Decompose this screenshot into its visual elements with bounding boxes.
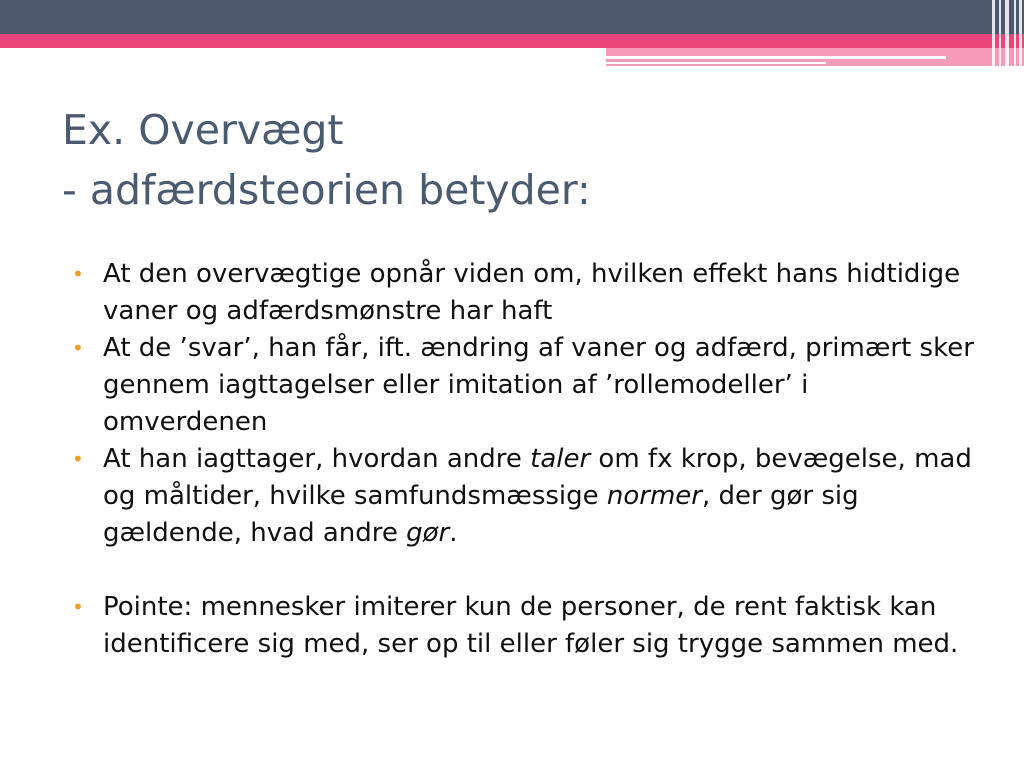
bullet-item — [70, 330, 980, 441]
header-accent-line — [606, 62, 826, 64]
bullet-text: Pointe: mennesker imiterer kun de personer, de rent faktisk kan identificere sig med, ser op til eller føler sig trygge sammen med. — [103, 592, 959, 659]
bullet-text-emphasis: taler — [530, 444, 591, 474]
bullet-item — [70, 589, 980, 663]
slide-title-line-2: - adfærdsteorien betyder: — [62, 166, 591, 214]
bullet-icon: • — [72, 595, 84, 619]
bullet-icon: • — [72, 336, 84, 360]
bullet-text-part: At han iagttager, hvordan andre — [103, 444, 531, 474]
slide-title-line-1: Ex. Overvægt — [62, 106, 344, 154]
bullet-text-part: , der gør sig gældende, hvad andre — [103, 481, 859, 548]
header-dark-band — [0, 0, 1024, 34]
bullet-text-part: . — [449, 518, 458, 548]
bullet-text-part: om fx krop, bevægelse, mad og måltider, hvilke samfundsmæssige — [103, 444, 972, 511]
bullet-icon: • — [72, 447, 84, 471]
bullet-list — [70, 256, 980, 663]
bullet-item — [70, 256, 980, 330]
bullet-item — [70, 441, 980, 552]
slide-title — [62, 100, 962, 220]
bullet-text — [103, 444, 972, 548]
bullet-text-emphasis: normer — [606, 481, 702, 511]
bullet-text-emphasis: gør — [406, 518, 450, 548]
bullet-text: At de ’svar’, han får, ift. ændring af vaner og adfærd, primært sker gennem iagttagelser eller imitation af ’rollemodeller’ i omverdenen — [103, 333, 974, 437]
header-pink-band — [0, 34, 1024, 48]
bullet-icon: • — [72, 262, 84, 286]
header-vertical-lines — [990, 0, 1024, 68]
header-accent-line — [606, 56, 946, 59]
bullet-text: At den overvægtige opnår viden om, hvilken effekt hans hidtidige vaner og adfærdsmønstre har haft — [103, 259, 961, 326]
